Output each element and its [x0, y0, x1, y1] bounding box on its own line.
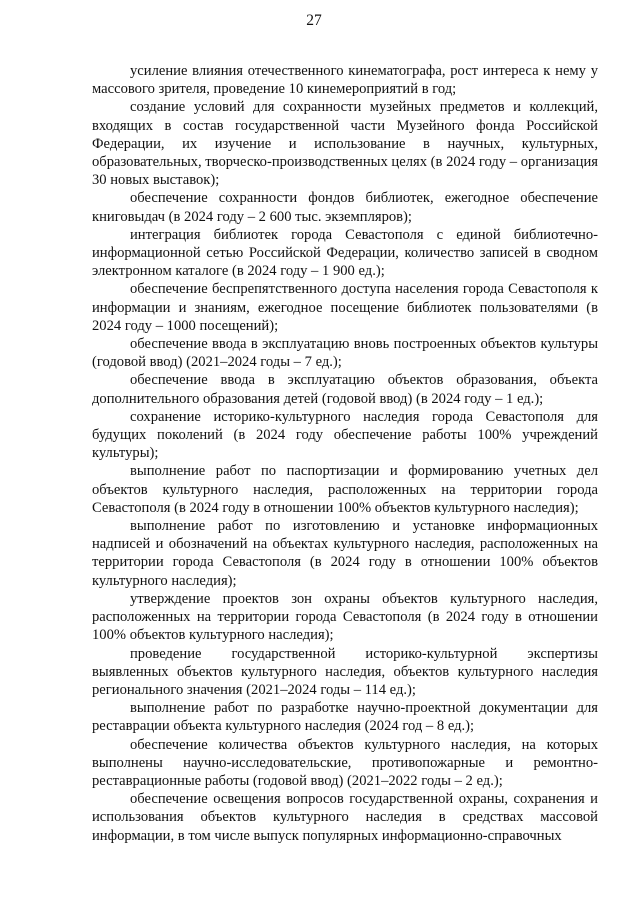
paragraph: обеспечение количества объектов культурного наследия, на которых выполнены научно-исследовательские, противопожарные и ремонтно-реставрационные работы (годовой ввод) (2021–2022 годы – 2 ед.);: [92, 736, 598, 789]
paragraph: выполнение работ по изготовлению и установке информационных надписей и обозначений на объектах культурного наследия, расположенных на территории города Севастополя (в 2024 году в отношении 100% объектов культурного наследия);: [92, 518, 598, 589]
paragraph: выполнение работ по разработке научно-проектной документации для реставрации объекта культурного наследия (2024 год – 8 ед.);: [92, 700, 598, 735]
page-number: 27: [306, 12, 322, 29]
paragraph: выполнение работ по паспортизации и формированию учетных дел объектов культурного наследия, расположенных на территории города Севастополя (в 2024 году в отношении 100% объектов культурного наследия);: [92, 463, 598, 516]
paragraph: интеграция библиотек города Севастополя с единой библиотечно-информационной сетью Российской Федерации, количество записей в сводном электронном каталоге (в 2024 году – 1 900 ед.);: [92, 226, 598, 280]
paragraph: создание условий для сохранности музейных предметов и коллекций, входящих в состав государственной части Музейного фонда Российской Федерации, их изучение и использование в научных, культурных, образовательных, творческо-производственных целях (в 2024 году – организация 30 новых выставок);: [92, 99, 598, 189]
paragraph: обеспечение ввода в эксплуатацию вновь построенных объектов культуры (годовой ввод) (2021–2024 годы – 7 ед.);: [92, 336, 598, 371]
paragraph: обеспечение сохранности фондов библиотек, ежегодное обеспечение книговыдач (в 2024 году – 2 600 тыс. экземпляров);: [92, 190, 598, 225]
paragraph: обеспечение освещения вопросов государственной охраны, сохранения и использования объектов культурного наследия в средствах массовой информации, в том числе выпуск популярных информационно-справочных: [92, 791, 598, 844]
paragraph: утверждение проектов зон охраны объектов культурного наследия, расположенных на территории города Севастополя (в 2024 году в отношении 100% объектов культурного наследия);: [92, 590, 598, 644]
paragraph: обеспечение беспрепятственного доступа населения города Севастополя к информации и знаниям, ежегодное посещение библиотек пользователями (в 2024 году – 1000 посещений);: [92, 281, 598, 334]
paragraph: обеспечение ввода в эксплуатацию объектов образования, объекта дополнительного образования детей (годовой ввод) (в 2024 году – 1 ед.);: [92, 372, 598, 407]
paragraph: сохранение историко-культурного наследия города Севастополя для будущих поколений (в 2024 году обеспечение работы 100% учреждений культуры);: [92, 408, 598, 462]
paragraph: проведение государственной историко-культурной экспертизы выявленных объектов культурного наследия, объектов культурного наследия регионального значения (2021–2024 годы – 114 ед.);: [92, 645, 598, 698]
document-body: [92, 62, 598, 845]
paragraph: усиление влияния отечественного кинематографа, рост интереса к нему у массового зрителя, проведение 10 кинемероприятий в год;: [92, 63, 598, 98]
